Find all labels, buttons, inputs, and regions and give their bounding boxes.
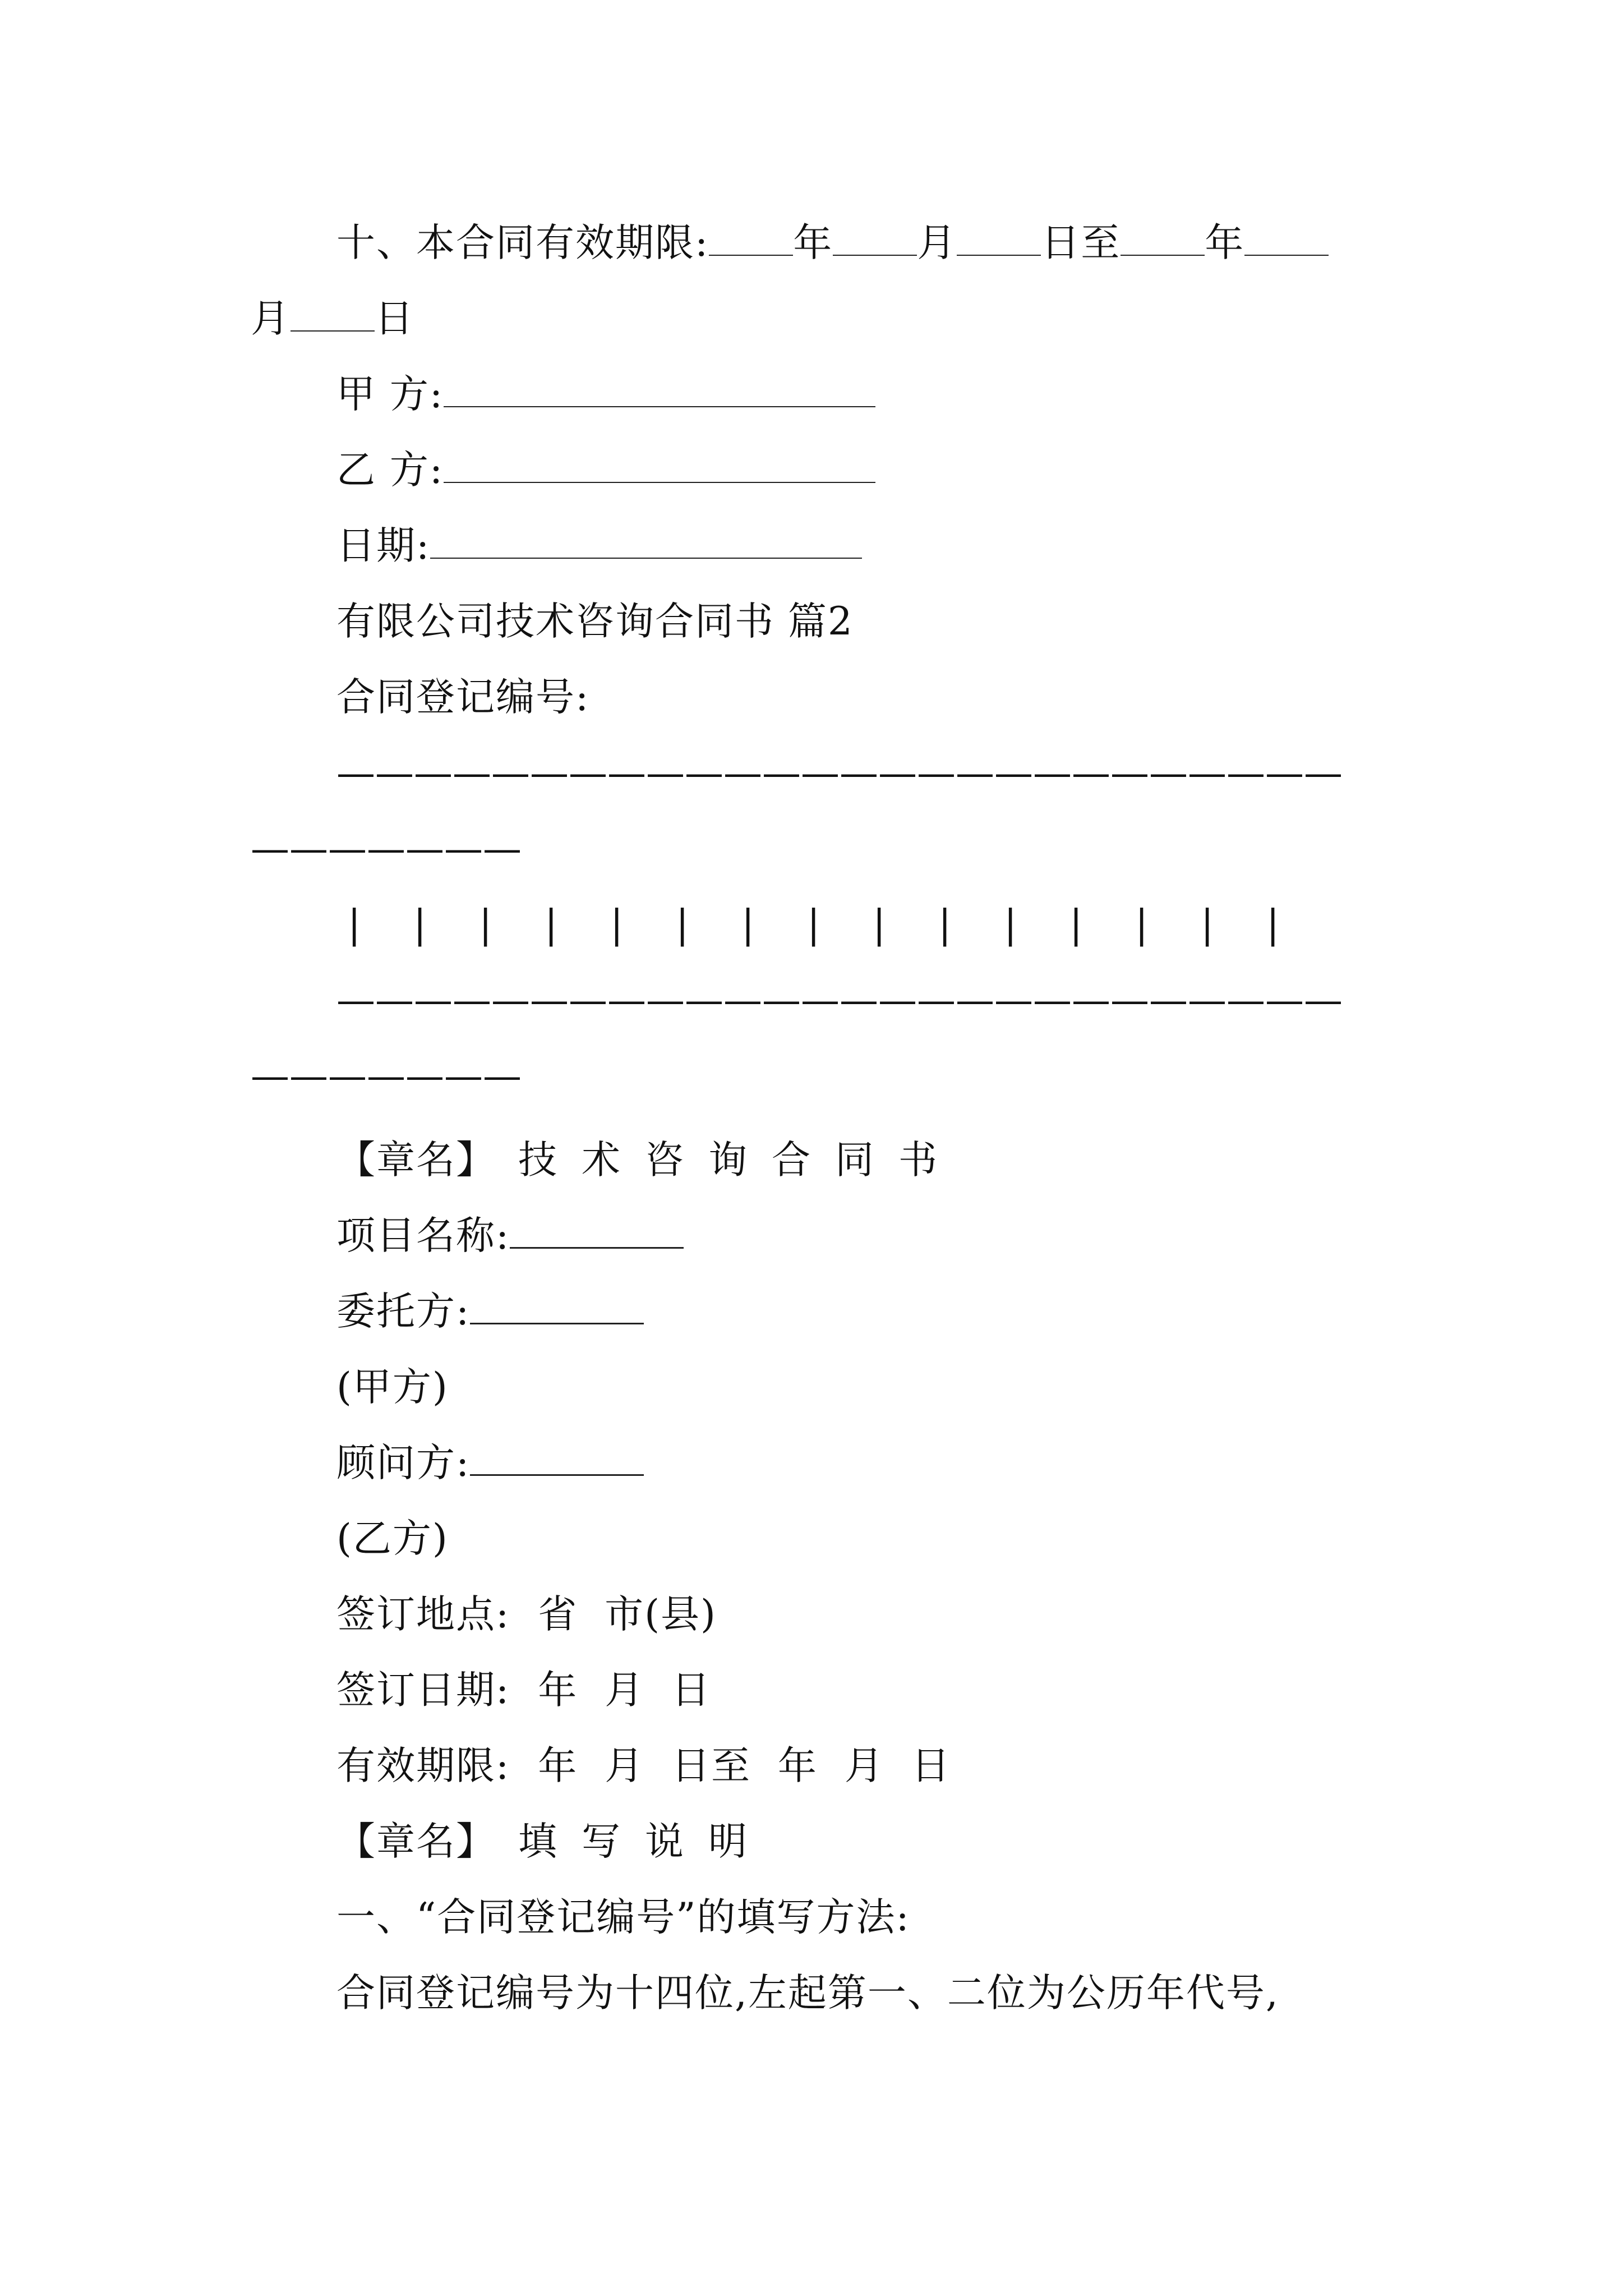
registration-label: 合同登记编号: xyxy=(336,675,590,720)
bar: | xyxy=(348,902,361,947)
day-to-label: 日至 xyxy=(1041,220,1121,265)
consultant-label: 顾问方: xyxy=(336,1441,471,1485)
bar: | xyxy=(1069,902,1083,947)
party-a-label: 甲 方: xyxy=(336,372,444,417)
date-label: 日期: xyxy=(336,523,431,568)
party-a-line xyxy=(336,372,875,417)
blank-year-1 xyxy=(709,222,793,256)
bar: | xyxy=(479,902,492,947)
client-line xyxy=(336,1289,644,1334)
bar: | xyxy=(545,902,558,947)
clause-10-line-2 xyxy=(251,296,414,341)
sign-date-line xyxy=(336,1668,711,1713)
date-line xyxy=(336,523,862,568)
sign-place-label: 签订地点: xyxy=(336,1592,510,1637)
bar: | xyxy=(610,902,624,947)
instructions-text: 合同登记编号为十四位,左起第一、二位为公历年代号, xyxy=(336,1971,1279,2016)
bar: | xyxy=(741,902,755,947)
chapter-2-heading xyxy=(336,1819,772,1864)
party-b-line xyxy=(336,448,875,493)
chapter-title: 技术咨询合同书 xyxy=(518,1138,962,1182)
dash-row-2: —————————————————————————— xyxy=(336,978,1343,1023)
validity-label: 有效期限: xyxy=(336,1743,510,1788)
year-label-2: 年 xyxy=(1205,220,1245,265)
party-b-blank[interactable] xyxy=(444,449,875,483)
consultant-blank[interactable] xyxy=(470,1442,644,1476)
party-a-blank[interactable] xyxy=(444,374,875,407)
party-b-label: 乙 方: xyxy=(336,448,444,493)
client-label: 委托方: xyxy=(336,1289,471,1334)
project-name-label: 项目名称: xyxy=(336,1213,510,1258)
blank-day-1 xyxy=(957,222,1041,256)
sign-place-value: 省 市(县) xyxy=(538,1592,717,1637)
clause-10-prefix: 十、本合同有效期限: xyxy=(336,220,709,265)
client-blank[interactable] xyxy=(470,1290,644,1324)
sign-place-line xyxy=(336,1592,717,1637)
date-blank[interactable] xyxy=(430,525,862,559)
year-label-1: 年 xyxy=(793,220,833,265)
day-label-2: 日 xyxy=(375,296,414,341)
bar: | xyxy=(938,902,952,947)
sign-date-label: 签订日期: xyxy=(336,1668,510,1713)
chapter-tag: 【章名】 xyxy=(336,1138,496,1182)
party-a-note: (甲方) xyxy=(336,1365,449,1410)
instructions-heading: 一、“合同登记编号”的填写方法: xyxy=(336,1895,910,1940)
section-title: 有限公司技术咨询合同书 篇2 xyxy=(336,599,854,644)
blank-month-1 xyxy=(833,222,917,256)
bar: | xyxy=(1266,902,1280,947)
clause-10-line-1 xyxy=(336,220,1329,265)
chapter-tag: 【章名】 xyxy=(336,1819,496,1864)
consultant-line xyxy=(336,1441,644,1485)
month-label-2: 月 xyxy=(251,296,291,341)
dash-row-1: —————————————————————————— xyxy=(336,751,1343,795)
blank-year-2 xyxy=(1121,222,1205,256)
validity-line xyxy=(336,1743,951,1788)
project-name-line xyxy=(336,1213,684,1258)
bar: | xyxy=(807,902,820,947)
project-name-blank[interactable] xyxy=(510,1214,684,1249)
sign-date-value: 年 月 日 xyxy=(538,1668,711,1713)
blank-day-2 xyxy=(291,298,375,332)
chapter-1-heading xyxy=(336,1138,962,1182)
bar: | xyxy=(676,902,689,947)
bar: | xyxy=(1135,902,1149,947)
chapter-title: 填写说明 xyxy=(518,1819,772,1864)
validity-value: 年 月 日至 年 月 日 xyxy=(538,1743,951,1788)
bar: | xyxy=(873,902,886,947)
registration-bars xyxy=(348,902,1332,947)
dash-row-2-cont: ——————— xyxy=(251,1053,522,1098)
bar: | xyxy=(1201,902,1214,947)
blank-month-2 xyxy=(1244,222,1329,256)
party-b-note: (乙方) xyxy=(336,1516,449,1561)
dash-row-1-cont: ——————— xyxy=(251,826,522,871)
bar: | xyxy=(413,902,427,947)
bar: | xyxy=(1004,902,1017,947)
month-label-1: 月 xyxy=(917,220,957,265)
